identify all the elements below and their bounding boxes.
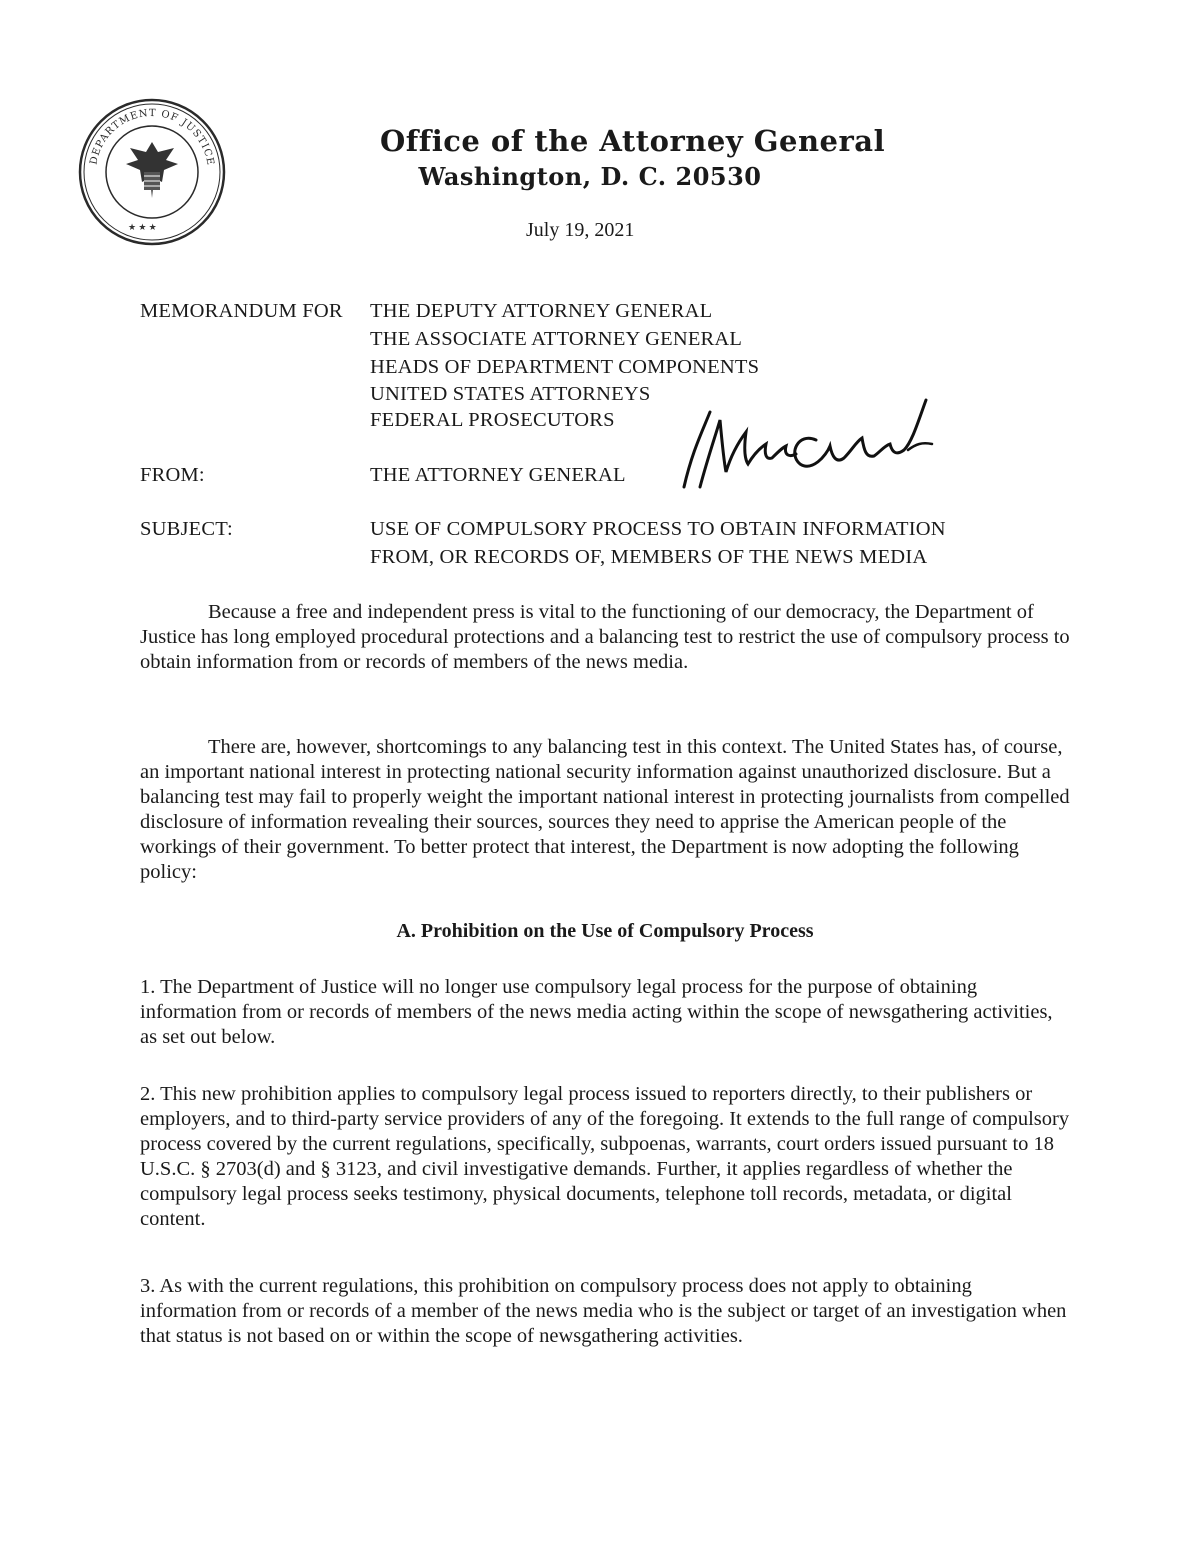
recipient-line: FEDERAL PROSECUTORS	[370, 409, 615, 431]
memorandum-for-label: MEMORANDUM FOR	[140, 300, 343, 322]
recipient-line: UNITED STATES ATTORNEYS	[370, 383, 651, 405]
numbered-paragraph: 2. This new prohibition applies to compulsory legal process issued to reporters directly, to their publishers or employers, and to third-party service providers of any of the foregoing. It extends to the full range of compulsory process covered by the current regulations, specifically, subpoenas, warrants, court orders issued pursuant to 18 U.S.C. § 2703(d) and § 3123, and civil investigative demands. Further, it applies regardless of whether the compulsory legal process seeks testimony, physical documents, telephone toll records, metadata, or digital content.	[140, 1083, 1070, 1230]
recipient-line: THE DEPUTY ATTORNEY GENERAL	[370, 300, 713, 322]
doj-seal-icon	[78, 98, 226, 246]
body-paragraph: There are, however, shortcomings to any balancing test in this context. The United States has, of course, an important national interest in protecting national security information against unauthorized disclosure. But a balancing test may fail to properly weight the important national interest in protecting journalists from compelled disclosure of information revealing their sources, sources they need to apprise the American people of the workings of their government. To better protect that interest, the Department is now adopting the following policy:	[140, 736, 1070, 883]
subject-label: SUBJECT:	[140, 518, 233, 540]
recipient-line: THE ASSOCIATE ATTORNEY GENERAL	[370, 328, 743, 350]
subject-line: FROM, OR RECORDS OF, MEMBERS OF THE NEWS MEDIA	[370, 546, 928, 568]
letterhead	[380, 122, 886, 194]
numbered-paragraph: 3. As with the current regulations, this prohibition on compulsory process does not apply to obtaining information from or records of a member of the news media who is the subject or target of an investigation when that status is not based on or within the scope of newsgathering activities.	[140, 1275, 1067, 1347]
memo-date: July 19, 2021	[526, 219, 635, 241]
handwritten-signature-icon	[670, 392, 950, 502]
letterhead-city: Washington, D. C. 20530	[418, 162, 762, 191]
recipient-line: HEADS OF DEPARTMENT COMPONENTS	[370, 356, 760, 378]
letterhead-title: Office of the Attorney General	[380, 124, 886, 158]
svg-text:DEPARTMENT OF JUSTICE: DEPARTMENT OF JUSTICE	[88, 107, 216, 167]
numbered-paragraph: 1. The Department of Justice will no longer use compulsory legal process for the purpose of obtaining information from or records of members of the news media acting within the scope of newsgathering activities, as set out below.	[140, 976, 1053, 1048]
subject-line: USE OF COMPULSORY PROCESS TO OBTAIN INFORMATION	[370, 518, 946, 540]
from-label: FROM:	[140, 464, 205, 486]
svg-text:★ ★ ★: ★ ★ ★	[128, 222, 157, 232]
from-value: THE ATTORNEY GENERAL	[370, 464, 626, 486]
body-paragraph: Because a free and independent press is vital to the functioning of our democracy, the Department of Justice has long employed procedural protections and a balancing test to restrict the use of compulsory process to obtain information from or records of members of the news media.	[140, 601, 1070, 673]
section-heading: A. Prohibition on the Use of Compulsory Process	[396, 920, 814, 942]
